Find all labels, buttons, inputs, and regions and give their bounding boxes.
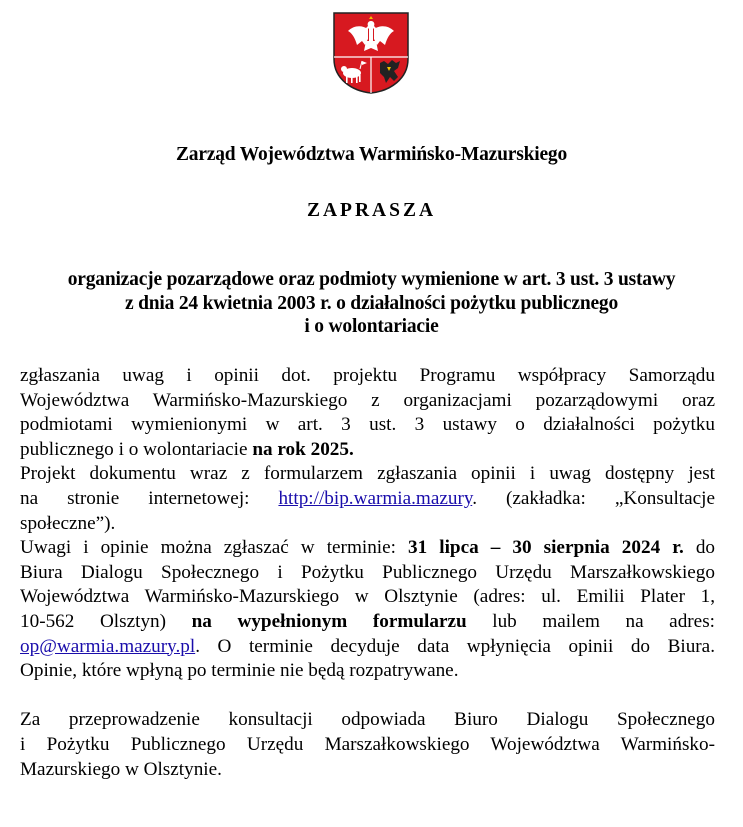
consultation-deadline: 31 lipca – 30 sierpnia 2024 r. <box>408 537 684 559</box>
document-body <box>20 364 715 782</box>
invited-organizations <box>0 268 743 339</box>
bip-website-link[interactable]: http://bip.warmia.mazury <box>278 487 473 509</box>
body-text: 10-562 Olsztyn) <box>20 610 192 632</box>
paragraph-gap <box>20 684 715 709</box>
body-line: Mazurskiego w Olsztynie. <box>20 758 222 780</box>
body-text: Uwagi i opinie można zgłaszać w terminie: <box>20 537 409 559</box>
body-text: . O terminie decyduje data wpłynięcia opinii do Biura. <box>195 635 715 657</box>
body-line: zgłaszania uwag i opinii dot. projektu Programu współpracy Samorządu <box>20 365 715 386</box>
body-line: Opinie, które wpłyną po terminie nie będą rozpatrywane. <box>20 660 459 682</box>
program-year: na rok 2025. <box>252 438 354 460</box>
body-text: . (zakładka: „Konsultacje <box>472 487 715 509</box>
body-line: i Pożytku Publicznego Urzędu Marszałkowskiego Województwa Warmińsko- <box>20 733 715 755</box>
body-line <box>20 487 715 512</box>
contact-email-link[interactable]: op@warmia.mazury.pl <box>20 635 196 657</box>
body-line: społeczne”). <box>20 512 116 534</box>
body-line <box>20 635 715 660</box>
invited-organizations-line: organizacje pozarządowe oraz podmioty wymienione w art. 3 ust. 3 ustawy <box>67 269 676 290</box>
body-text: do <box>683 537 716 559</box>
body-line: Województwa Warmińsko-Mazurskiego z organizacjami pozarządowymi oraz <box>20 389 715 411</box>
body-line: podmiotami wymienionymi w art. 3 ust. 3 ustawy o działalności pożytku <box>20 414 715 436</box>
body-line <box>20 536 715 561</box>
body-line <box>20 610 715 635</box>
issuing-authority: Zarząd Województwa Warmińsko-Mazurskiego <box>175 144 568 165</box>
invitation-heading: ZAPRASZA <box>306 200 437 221</box>
body-line: Biura Dialogu Społecznego i Pożytku Publicznego Urzędu Marszałkowskiego <box>20 561 715 583</box>
body-text: publicznego i o wolontariacie <box>20 438 253 460</box>
body-line: Za przeprowadzenie konsultacji odpowiada Biuro Dialogu Społecznego <box>20 709 715 731</box>
body-line: Projekt dokumentu wraz z formularzem zgłaszania opinii i uwag dostępny jest <box>20 463 715 485</box>
invited-organizations-line: i o wolontariacie <box>304 316 439 337</box>
coat-of-arms-icon <box>332 11 410 95</box>
body-line <box>20 438 715 463</box>
body-line: Województwa Warmińsko-Mazurskiego w Olsztynie (adres: ul. Emilii Plater 1, <box>20 586 715 608</box>
body-text: na stronie internetowej: <box>20 487 279 509</box>
form-requirement: na wypełnionym formularzu <box>191 610 467 632</box>
invited-organizations-line: z dnia 24 kwietnia 2003 r. o działalności pożytku publicznego <box>124 292 619 314</box>
body-text: lub mailem na adres: <box>466 610 715 632</box>
